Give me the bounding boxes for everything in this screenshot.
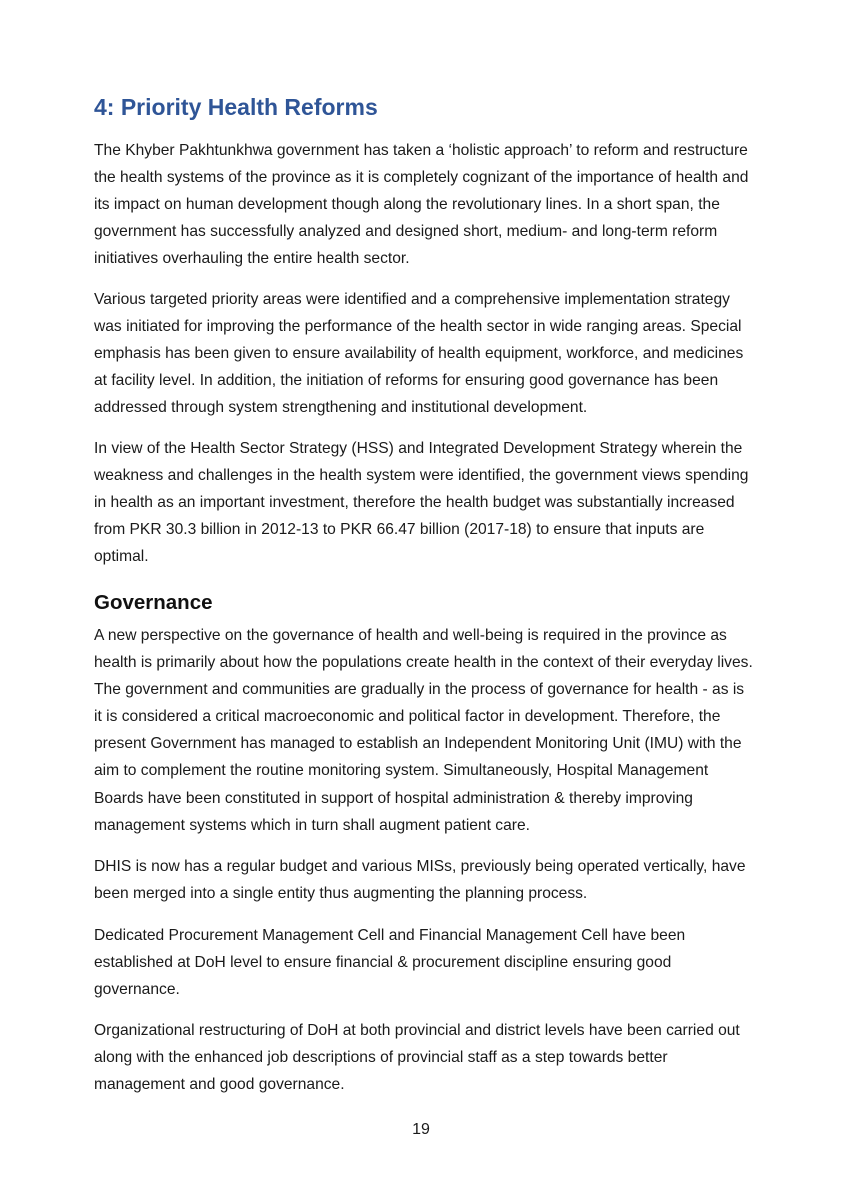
governance-paragraph-restructuring: Organizational restructuring of DoH at both provincial and district levels have been carried out along with the enhanced job descriptions of provincial staff as a step towards better management and good governance. [94,1022,740,1094]
governance-paragraph-dhis: DHIS is now has a regular budget and various MISs, previously being operated vertically, have been merged into a single entity thus augmenting the planning process. [94,858,746,903]
section-paragraph-health-budget: In view of the Health Sector Strategy (HSS) and Integrated Development Strategy wherein the weakness and challenges in the health system were identified, the government views spending in health as an important investment, therefore the health budget was substantially increased from PKR 30.3 billion in 2012-13 to PKR 66.47 billion (2017-18) to ensure that inputs are optimal. [94,440,749,566]
governance-paragraph-procurement: Dedicated Procurement Management Cell and Financial Management Cell have been established at DoH level to ensure financial & procurement discipline ensuring good governance. [94,927,686,999]
governance-paragraph-perspective: A new perspective on the governance of health and well-being is required in the province as health is primarily about how the populations create health in the context of their everyday lives. The government and communities are gradually in the process of governance for health - as is it is considered a critical macroeconomic and political factor in development. Therefore, the present Government has managed to establish an Independent Monitoring Unit (IMU) with the aim to complement the routine monitoring system. Simultaneously, Hospital Management Boards have been constituted in support of hospital administration & thereby improving management systems which in turn shall augment patient care. [94,627,753,834]
page-number: 19 [412,1121,430,1138]
governance-heading: Governance [94,591,213,614]
section-paragraph-holistic-approach: The Khyber Pakhtunkhwa government has taken a ‘holistic approach’ to reform and restructure the health systems of the province as it is completely cognizant of the importance of health and its impact on human development though along the revolutionary lines. In a short span, the government has successfully analyzed and designed short, medium- and long-term reform initiatives overhauling the entire health sector. [94,142,749,268]
section-paragraph-priority-areas: Various targeted priority areas were identified and a comprehensive implementation strategy was initiated for improving the performance of the health sector in wide ranging areas. Special emphasis has been given to ensure availability of health equipment, workforce, and medicines at facility level. In addition, the initiation of reforms for ensuring good governance has been addressed through system strengthening and institutional development. [94,291,744,417]
section-title: 4: Priority Health Reforms [94,94,378,120]
